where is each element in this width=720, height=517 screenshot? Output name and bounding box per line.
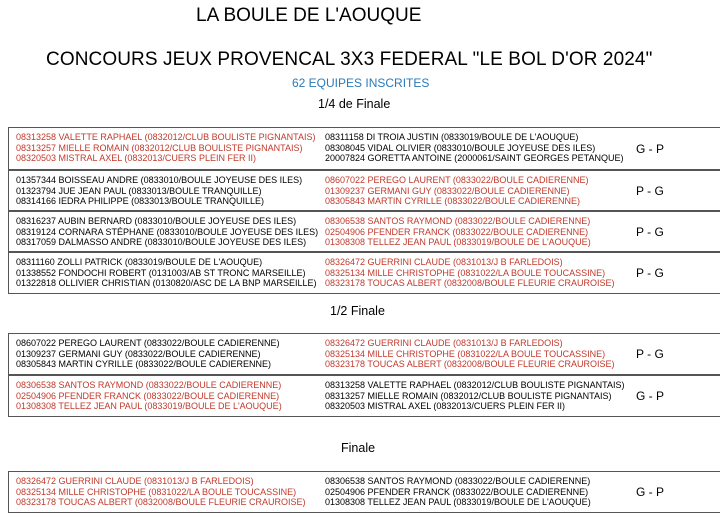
match-row: [8, 375, 720, 417]
player-line: 08323178 TOUCAS ALBERT (0832008/BOULE FLEURIE CRAUROISE): [325, 278, 615, 288]
team-right: [325, 216, 591, 248]
player-line: 08323178 TOUCAS ALBERT (0832008/BOULE FLEURIE CRAUROISE): [16, 497, 306, 507]
player-line: 08306538 SANTOS RAYMOND (0833022/BOULE CADIERENNE): [325, 216, 591, 226]
match-result: P - G: [636, 184, 664, 198]
player-line: 08314166 IEDRA PHILIPPE (0833013/BOULE TRANQUILLE): [16, 196, 264, 206]
player-line: 08306538 SANTOS RAYMOND (0833022/BOULE CADIERENNE): [325, 476, 591, 486]
match-result: P - G: [636, 347, 664, 361]
team-left: [16, 476, 305, 508]
match-row: [8, 252, 720, 294]
player-line: 01338552 FONDOCHI ROBERT (0131003/AB ST TRONC MARSEILLE): [16, 267, 306, 278]
player-line: 02504906 PFENDER FRANCK (0833022/BOULE CADIERENNE): [16, 390, 280, 401]
match-row: [8, 333, 720, 375]
player-line: 08313258 VALETTE RAPHAEL (0832012/CLUB BOULISTE PIGNANTAIS): [325, 380, 625, 390]
match-result: G - P: [636, 389, 665, 403]
team-left: [16, 132, 315, 164]
match-result: P - G: [636, 266, 664, 280]
player-line: 08311158 DI TROIA JUSTIN (0833019/BOULE DE L'AOUQUE): [325, 132, 579, 142]
player-line: 08326472 GUERRINI CLAUDE (0831013/J B FARLEDOIS): [325, 257, 563, 267]
round-label-semi-final: 1/2 Finale: [330, 304, 385, 318]
team-right: [325, 476, 591, 508]
match-row: [8, 170, 720, 211]
player-line: 02504906 PFENDER FRANCK (0833022/BOULE CADIERENNE): [325, 226, 589, 237]
player-line: 08325134 MILLE CHRISTOPHE (0831022/LA BOULE TOUCASSINE): [325, 267, 606, 278]
player-line: 08306538 SANTOS RAYMOND (0833022/BOULE CADIERENNE): [16, 380, 282, 390]
player-line: 08308045 VIDAL OLIVIER (0833010/BOULE JOYEUSE DES ILES): [325, 142, 596, 153]
player-line: 08316237 AUBIN BERNARD (0833010/BOULE JOYEUSE DES ILES): [16, 216, 297, 226]
match-row: [8, 127, 720, 170]
club-name: LA BOULE DE L'AOUQUE: [196, 5, 422, 26]
registered-teams-count: 62 EQUIPES INSCRITES: [292, 76, 430, 90]
team-right: [325, 338, 614, 370]
player-line: 01357344 BOISSEAU ANDRE (0833010/BOULE JOYEUSE DES ILES): [16, 175, 303, 185]
player-line: 08607022 PEREGO LAURENT (0833022/BOULE CADIERENNE): [16, 338, 280, 348]
team-left: [16, 216, 318, 248]
player-line: 08305843 MARTIN CYRILLE (0833022/BOULE CADIERENNE): [16, 359, 271, 369]
match-result: G - P: [636, 142, 665, 156]
team-left: [16, 380, 282, 412]
match-result: G - P: [636, 485, 665, 499]
player-line: 08320503 MISTRAL AXEL (0832013/CUERS PLEIN FER II): [325, 401, 565, 411]
player-line: 01323794 JUE JEAN PAUL (0833013/BOULE TRANQUILLE): [16, 185, 262, 196]
round-label-quarter-final: 1/4 de Finale: [318, 97, 391, 111]
page-title: CONCOURS JEUX PROVENCAL 3X3 FEDERAL "LE BOL D'OR 2024": [46, 49, 653, 70]
match-row: [8, 471, 720, 513]
player-line: 08305843 MARTIN CYRILLE (0833022/BOULE CADIERENNE): [325, 196, 580, 206]
player-line: 08607022 PEREGO LAURENT (0833022/BOULE CADIERENNE): [325, 175, 589, 185]
team-right: [325, 257, 614, 289]
team-left: [16, 175, 302, 207]
player-line: 20007824 GORETTA ANTOINE (2000061/SAINT GEORGES PETANQUE): [325, 153, 624, 163]
round-label-final: Finale: [341, 441, 376, 455]
team-right: [325, 175, 588, 207]
player-line: 02504906 PFENDER FRANCK (0833022/BOULE CADIERENNE): [325, 486, 589, 497]
player-line: 08325134 MILLE CHRISTOPHE (0831022/LA BOULE TOUCASSINE): [16, 486, 297, 497]
player-line: 08311160 ZOLLI PATRICK (0833019/BOULE DE L'AOUQUE): [16, 257, 263, 267]
team-left: [16, 338, 279, 370]
player-line: 08313257 MIELLE ROMAIN (0832012/CLUB BOULISTE PIGNANTAIS): [16, 142, 303, 153]
team-right: [325, 132, 623, 164]
player-line: 01308308 TELLEZ JEAN PAUL (0833019/BOULE DE L'AOUQUE): [16, 401, 282, 411]
player-line: 01308308 TELLEZ JEAN PAUL (0833019/BOULE DE L'AOUQUE): [325, 497, 591, 507]
player-line: 08317059 DALMASSO ANDRE (0833010/BOULE JOYEUSE DES ILES): [16, 237, 307, 247]
player-line: 01308308 TELLEZ JEAN PAUL (0833019/BOULE DE L'AOUQUE): [325, 237, 591, 247]
player-line: 08313257 MIELLE ROMAIN (0832012/CLUB BOULISTE PIGNANTAIS): [325, 390, 612, 401]
player-line: 08320503 MISTRAL AXEL (0832013/CUERS PLEIN FER II): [16, 153, 256, 163]
player-line: 08325134 MILLE CHRISTOPHE (0831022/LA BOULE TOUCASSINE): [325, 348, 606, 359]
player-line: 08323178 TOUCAS ALBERT (0832008/BOULE FLEURIE CRAUROISE): [325, 359, 615, 369]
team-right: [325, 380, 624, 412]
match-result: P - G: [636, 225, 664, 239]
player-line: 01322818 OLLIVIER CHRISTIAN (0130820/ASC DE LA BNP MARSEILLE): [16, 278, 317, 288]
player-line: 08319124 CORNARA STÉPHANE (0833010/BOULE JOYEUSE DES ILES): [16, 226, 319, 237]
match-row: [8, 211, 720, 252]
player-line: 08313258 VALETTE RAPHAEL (0832012/CLUB BOULISTE PIGNANTAIS): [16, 132, 316, 142]
team-left: [16, 257, 316, 289]
player-line: 08326472 GUERRINI CLAUDE (0831013/J B FARLEDOIS): [16, 476, 254, 486]
player-line: 01309237 GERMANI GUY (0833022/BOULE CADIERENNE): [325, 185, 570, 196]
player-line: 08326472 GUERRINI CLAUDE (0831013/J B FARLEDOIS): [325, 338, 563, 348]
player-line: 01309237 GERMANI GUY (0833022/BOULE CADIERENNE): [16, 348, 261, 359]
